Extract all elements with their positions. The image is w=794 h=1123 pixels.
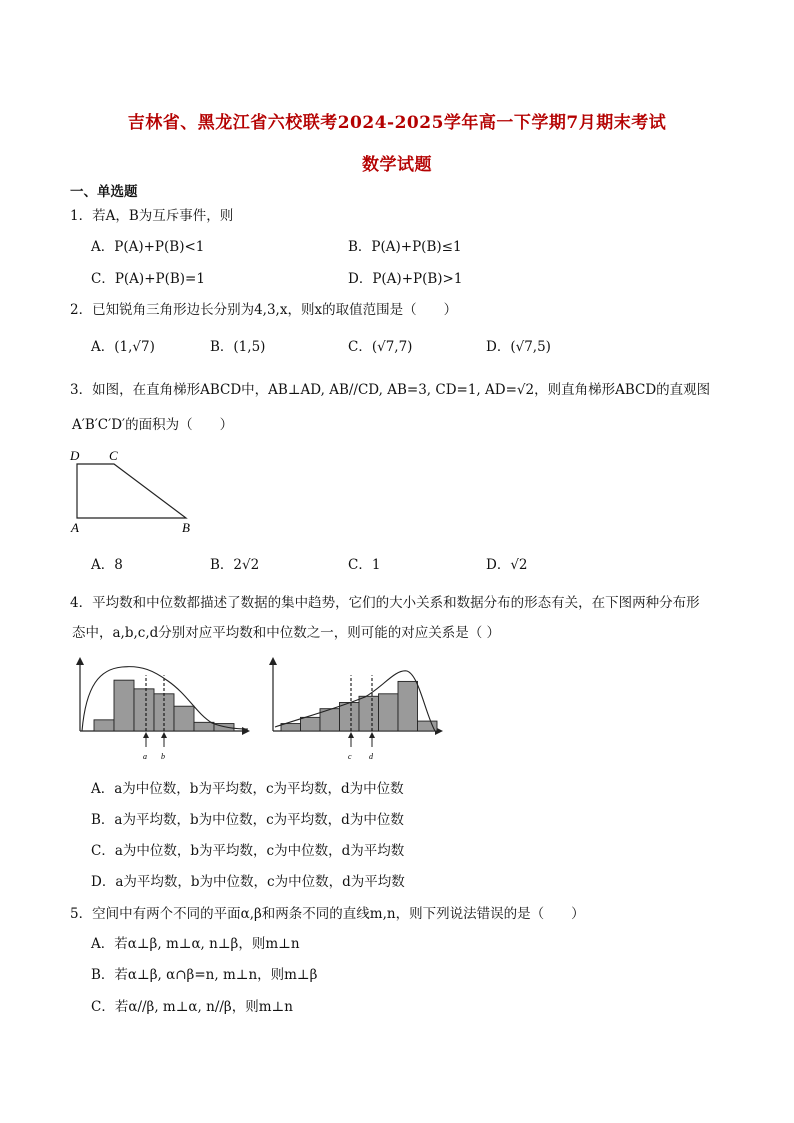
histogram-bar bbox=[359, 696, 379, 731]
histogram-bar bbox=[340, 702, 360, 731]
q1-option-b: B．P(A)+P(B)≤1 bbox=[348, 239, 462, 255]
mark-d-arrow bbox=[369, 732, 375, 738]
mark-a-arrow bbox=[143, 732, 149, 738]
q3-option-d: D．√2 bbox=[486, 557, 528, 573]
q5-stem: 5．空间中有两个不同的平面α,β和两条不同的直线m,n，则下列说法错误的是（ ） bbox=[70, 906, 585, 922]
histogram-bar bbox=[174, 706, 194, 731]
histogram-bar bbox=[134, 689, 154, 731]
page-title: 吉林省、黑龙江省六校联考2024-2025学年高一下学期7月期末考试 bbox=[127, 113, 667, 133]
q5-option-b: B．若α⊥β, α∩β=n, m⊥n，则m⊥β bbox=[91, 967, 318, 983]
q5-option-c: C．若α//β, m⊥α, n//β，则m⊥n bbox=[91, 999, 293, 1015]
q4-option-a: A．a为中位数，b为平均数，c为平均数，d为中位数 bbox=[91, 781, 404, 797]
q3-stem-line1: 3．如图，在直角梯形ABCD中，AB⊥AD, AB//CD, AB=3, CD=1, AD=√2，则直角梯形ABCD的直观图 bbox=[70, 382, 711, 398]
q5-option-a: A．若α⊥β, m⊥α, n⊥β，则m⊥n bbox=[91, 936, 300, 952]
histogram-right bbox=[265, 655, 445, 767]
q4-option-d: D．a为平均数，b为中位数，c为中位数，d为平均数 bbox=[91, 874, 405, 890]
x-axis-arrow bbox=[242, 727, 250, 735]
q2-option-a: A．(1,√7) bbox=[91, 339, 155, 355]
label-a: a bbox=[143, 752, 147, 761]
histogram-left bbox=[72, 655, 252, 767]
histogram-bar bbox=[94, 720, 114, 731]
vertex-a-label: A bbox=[71, 520, 79, 535]
q2-option-c: C．(√7,7) bbox=[348, 339, 413, 355]
histogram-bar bbox=[301, 717, 321, 731]
q2-option-b: B．(1,5) bbox=[210, 339, 266, 355]
y-axis-arrow bbox=[76, 657, 84, 665]
label-b: b bbox=[161, 752, 165, 761]
histogram-bar bbox=[194, 722, 214, 731]
page-subtitle: 数学试题 bbox=[362, 155, 432, 175]
trapezoid-figure bbox=[66, 444, 206, 536]
q1-option-d: D．P(A)+P(B)>1 bbox=[348, 271, 463, 287]
q4-option-c: C．a为中位数，b为平均数，c为中位数，d为平均数 bbox=[91, 843, 405, 859]
q4-option-b: B．a为平均数，b为中位数，c为平均数，d为中位数 bbox=[91, 812, 404, 828]
histogram-bar bbox=[379, 694, 399, 731]
vertex-b-label: B bbox=[182, 520, 190, 535]
mark-b-arrow bbox=[161, 732, 167, 738]
histogram-bar bbox=[398, 681, 418, 731]
q1-option-a: A．P(A)+P(B)<1 bbox=[91, 239, 205, 255]
trapezoid-shape bbox=[77, 464, 186, 518]
q1-option-c: C．P(A)+P(B)=1 bbox=[91, 271, 205, 287]
q3-stem-line2: A′B′C′D′的面积为（ ） bbox=[72, 417, 234, 433]
q3-option-c: C．1 bbox=[348, 557, 381, 573]
q2-stem: 2．已知锐角三角形边长分别为4,3,x，则x的取值范围是（ ） bbox=[70, 302, 458, 318]
q1-stem: 1．若A，B为互斥事件，则 bbox=[70, 208, 234, 224]
vertex-d-label: D bbox=[70, 448, 80, 463]
label-d: d bbox=[369, 752, 373, 761]
section-heading: 一、单选题 bbox=[70, 184, 138, 200]
histogram-bar bbox=[114, 680, 134, 731]
mark-c-arrow bbox=[348, 732, 354, 738]
q4-stem-line1: 4．平均数和中位数都描述了数据的集中趋势，它们的大小关系和数据分布的形态有关，在下图两种分布形 bbox=[70, 595, 700, 611]
y-axis-arrow bbox=[269, 657, 277, 665]
q3-option-a: A．8 bbox=[91, 557, 123, 573]
q3-option-b: B．2√2 bbox=[210, 557, 260, 573]
q4-stem-line2: 态中，a,b,c,d分别对应平均数和中位数之一，则可能的对应关系是（ ） bbox=[72, 625, 501, 641]
label-c: c bbox=[348, 752, 352, 761]
q2-option-d: D．(√7,5) bbox=[486, 339, 551, 355]
vertex-c-label: C bbox=[109, 448, 118, 463]
histogram-bar bbox=[281, 724, 301, 731]
